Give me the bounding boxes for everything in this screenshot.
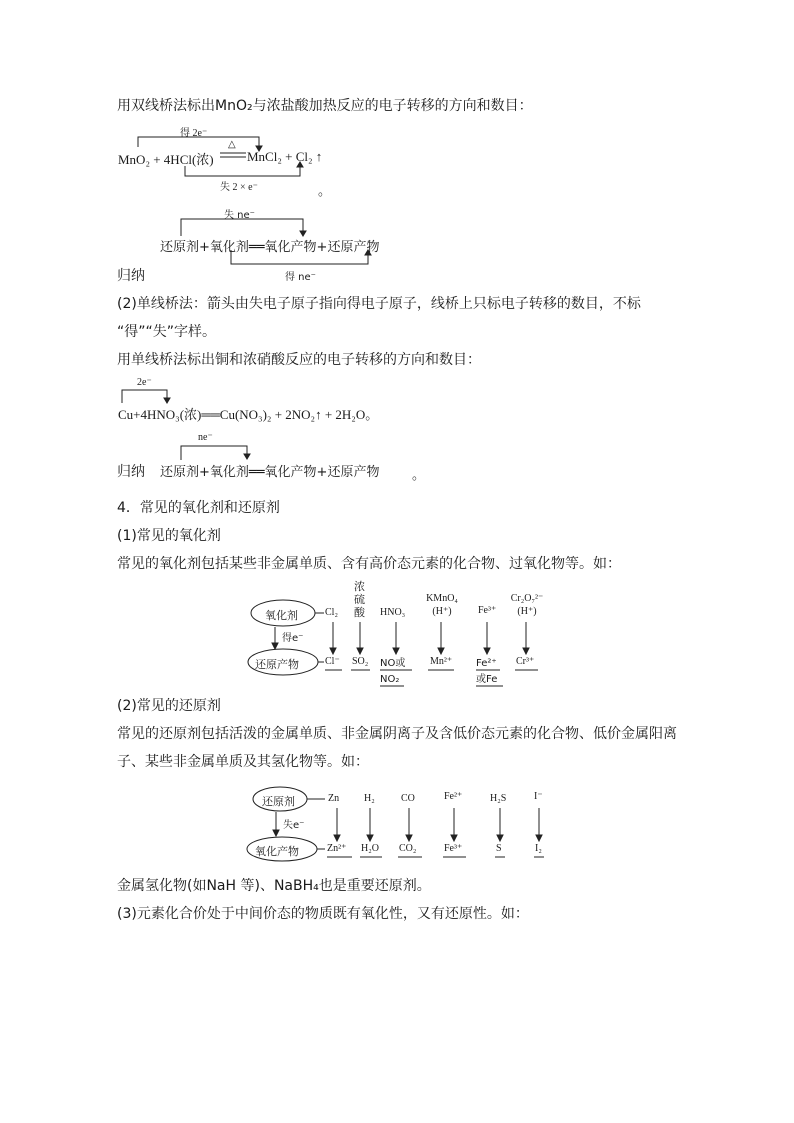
gen2-label: ne⁻ xyxy=(198,432,213,443)
gen1-top-bridge xyxy=(181,219,306,236)
oxidant-reactant: Cl₂ xyxy=(325,607,338,618)
gen2-formula: 还原剂+氧化剂══氧化产物+还原产物 xyxy=(160,465,380,480)
section-heading-4: 4．常见的氧化剂和还原剂 xyxy=(117,500,280,516)
gen1-top-label: 失 ne⁻ xyxy=(224,210,255,221)
oxidant-product: NO或NO₂ xyxy=(380,658,406,685)
paragraph-reductant-b: 子、某些非金属单质及其氢化物等。如： xyxy=(117,754,369,770)
paragraph-double-bridge-intro: 用双线桥法标出MnO₂与浓盐酸加热反应的电子转移的方向和数目： xyxy=(117,98,533,114)
eq1-gain-label: 得 2e⁻ xyxy=(180,128,208,139)
paragraph-single-bridge-a: (2)单线桥法：箭头由失电子原子指向得电子原子，线桥上只标电子转移的数目，不标 xyxy=(117,296,641,312)
eq1-end: 。 xyxy=(318,183,332,198)
gen2-end: 。 xyxy=(412,467,426,482)
reductant-product: Fe³⁺ xyxy=(444,843,463,854)
oxidant-box-label: 氧化剂 xyxy=(265,609,298,622)
oxidant-arrow-label: 得e⁻ xyxy=(282,633,304,644)
reductant-product: CO₂ xyxy=(399,843,417,854)
reduction-product-box-label: 还原产物 xyxy=(255,658,299,671)
eq1-right: MnCl₂ + Cl₂ ↑ xyxy=(247,149,323,164)
eq2-bridge xyxy=(122,390,170,403)
oxidant-reactant: Cr₂O₇²⁻ (H⁺) xyxy=(510,593,544,617)
eq1-condition: △ xyxy=(228,139,236,150)
reductant-reactant: CO xyxy=(401,793,415,804)
paragraph-intermediate-valence: (3)元素化合价处于中间价态的物质既有氧化性，又有还原性。如： xyxy=(117,906,529,922)
reductant-box-label: 还原剂 xyxy=(262,795,295,808)
oxidant-reactant: KMnO₄ (H⁺) xyxy=(426,593,458,617)
reductant-reactant: Fe²⁺ xyxy=(444,791,463,802)
oxidant-product: SO₂ xyxy=(352,656,369,667)
reductant-reactant: H₂ xyxy=(364,793,375,804)
oxidant-reactant: 浓硫酸 xyxy=(354,580,365,619)
gen2-prefix: 归纳 xyxy=(117,464,145,480)
oxidant-product: Cr³⁺ xyxy=(516,656,535,667)
gen1-formula: 还原剂+氧化剂══氧化产物+还原产物 xyxy=(160,240,380,255)
reductant-product: I₂ xyxy=(535,843,542,854)
paragraph-oxidant: 常见的氧化剂包括某些非金属单质、含有高价态元素的化合物、过氧化物等。如： xyxy=(117,556,621,572)
eq2-label: 2e⁻ xyxy=(137,377,152,388)
paragraph-single-bridge-b: “得”“失”字样。 xyxy=(117,324,217,340)
paragraph-single-bridge-intro: 用单线桥法标出铜和浓硝酸反应的电子转移的方向和数目： xyxy=(117,352,481,368)
gen2-bridge xyxy=(181,446,250,460)
eq2-formula: Cu+4HNO₃(浓)══Cu(NO₃)₂ + 2NO₂↑ + 2H₂O。 xyxy=(118,407,379,422)
oxidant-product: Fe²⁺或Fe xyxy=(476,658,498,685)
paragraph-hydrides: 金属氢化物(如NaH 等)、NaBH₄也是重要还原剂。 xyxy=(117,878,431,894)
reductant-product: S xyxy=(496,843,502,854)
oxidant-reactant: Fe³⁺ xyxy=(478,605,497,616)
subheading-oxidant: (1)常见的氧化剂 xyxy=(117,528,221,544)
reductant-reactant: I⁻ xyxy=(534,791,543,802)
oxidant-reactant: HNO₃ xyxy=(380,607,406,618)
subheading-reductant: (2)常见的还原剂 xyxy=(117,698,221,714)
eq1-left: MnO₂ + 4HCl(浓) xyxy=(118,152,214,167)
reductant-product: Zn²⁺ xyxy=(327,843,347,854)
oxidant-product: Cl⁻ xyxy=(325,656,340,667)
gen1-bottom-label: 得 ne⁻ xyxy=(285,272,316,283)
oxidation-product-box-label: 氧化产物 xyxy=(255,845,299,858)
oxidant-product: Mn²⁺ xyxy=(430,656,453,667)
reductant-product: H₂O xyxy=(361,843,379,854)
reductant-reactant: H₂S xyxy=(490,793,507,804)
reductant-reactant: Zn xyxy=(328,793,340,804)
reductant-arrow-label: 失e⁻ xyxy=(283,820,305,831)
paragraph-reductant-a: 常见的还原剂包括活泼的金属单质、非金属阴离子及含低价态元素的化合物、低价金属阳离 xyxy=(117,726,677,742)
eq1-equals xyxy=(220,153,246,157)
eq1-lose-label: 失 2 × e⁻ xyxy=(220,182,258,193)
gen1-label: 归纳 xyxy=(117,268,145,284)
